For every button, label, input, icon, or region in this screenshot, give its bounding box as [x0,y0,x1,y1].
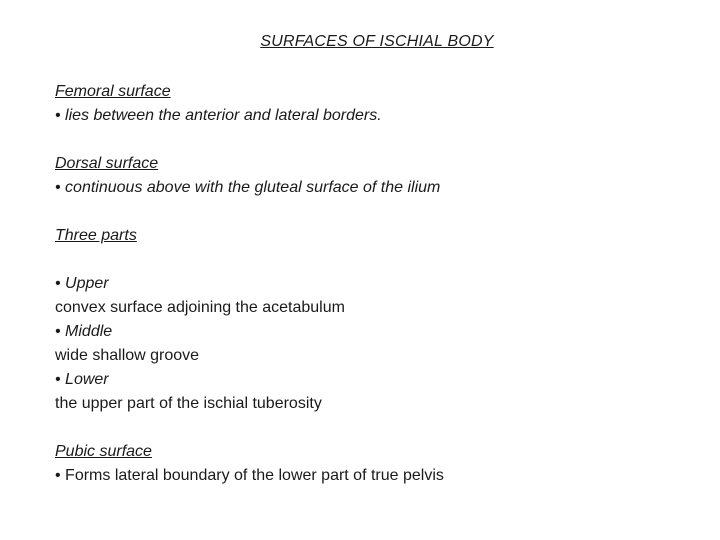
upper-part-text: convex surface adjoining the acetabulum [55,299,345,316]
pubic-surface-text: • Forms lateral boundary of the lower part of true pelvis [55,467,444,484]
dorsal-surface-text: • continuous above with the gluteal surface of the ilium [55,179,441,196]
spacer [55,200,695,224]
femoral-surface-text: • lies between the anterior and lateral borders. [55,107,382,124]
lower-part-text: the upper part of the ischial tuberosity [55,395,322,412]
pubic-surface-heading: Pubic surface [55,443,152,460]
femoral-surface-heading: Femoral surface [55,83,171,100]
spacer [55,416,695,440]
middle-part-text: wide shallow groove [55,347,200,364]
slide-title: SURFACES OF ISCHIAL BODY [260,33,494,50]
slide-content [55,80,695,488]
lower-part-label: • Lower [55,371,109,388]
upper-part-label: • Upper [55,275,109,292]
spacer [55,248,695,272]
spacer [55,128,695,152]
dorsal-surface-heading: Dorsal surface [55,155,159,172]
three-parts-heading: Three parts [55,227,137,244]
middle-part-label: • Middle [55,323,113,340]
